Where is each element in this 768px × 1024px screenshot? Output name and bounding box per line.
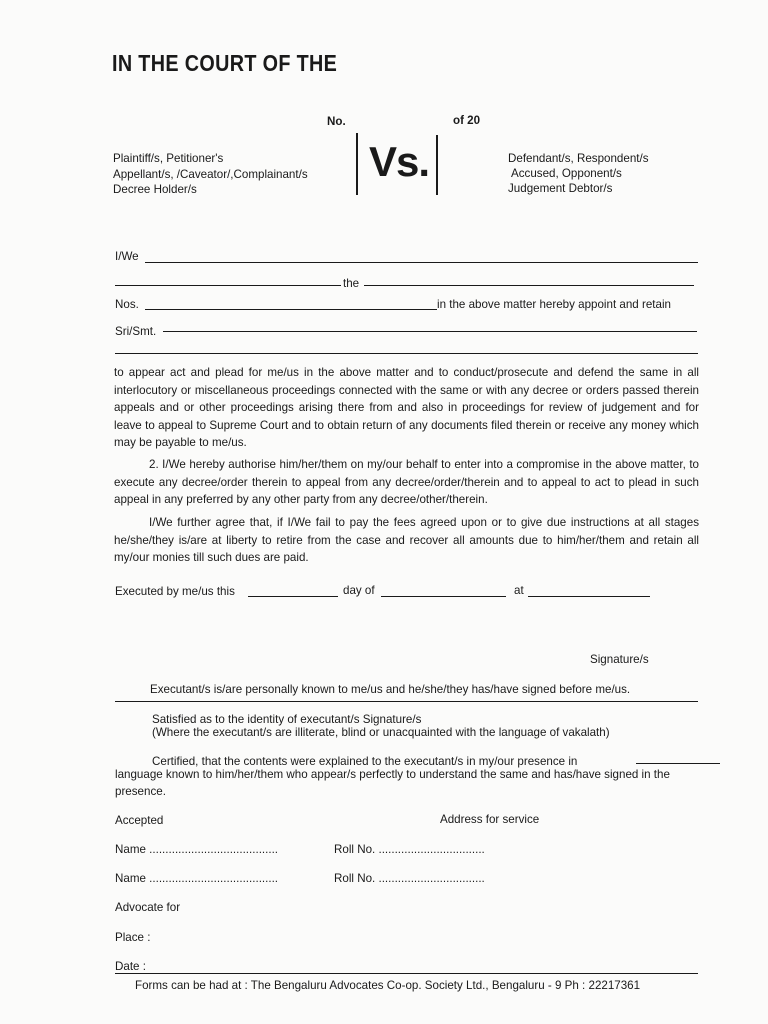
- sri-smt-label: Sri/Smt.: [115, 325, 157, 338]
- appoint-text: in the above matter hereby appoint and retain: [437, 298, 671, 311]
- name-row-1: [115, 843, 278, 856]
- date-label: Date :: [115, 960, 146, 973]
- iwe-field[interactable]: [145, 262, 698, 263]
- fees-paragraph: [114, 514, 699, 567]
- language-field[interactable]: [636, 763, 720, 764]
- roll-row-2: [334, 872, 485, 885]
- versus-mark: Vs.: [369, 138, 430, 185]
- satisfied-statement: Satisfied as to the identity of executant/s Signature/s: [152, 713, 422, 726]
- fees-text: I/We further agree that, if I/We fail to pay the fees agreed upon or to give due instructions at all stages he/she/they is/are at liberty to retire from the case and recover all amounts due to him/her/them and retain all my/our monies till such dues are paid.: [114, 516, 699, 565]
- compromise-text: 2. I/We hereby authorise him/her/them on my/our behalf to enter into a compromise in the above matter, to execute any decree/order therein to appeal from any decree/order/therein and to appeal to act to plead in such appeal in any preferred by any other party from any decree/other/therein.: [114, 458, 699, 507]
- name-label: Name: [115, 872, 146, 885]
- right-party-line: Judgement Debtor/s: [508, 182, 613, 195]
- certified-line-3: presence.: [115, 785, 166, 798]
- roll-field[interactable]: .................................: [378, 872, 485, 885]
- designation-field[interactable]: [364, 285, 694, 286]
- name-row-2: [115, 872, 278, 885]
- signatures-label: Signature/s: [590, 653, 649, 666]
- footer-text: Forms can be had at : The Bengaluru Advocates Co-op. Society Ltd., Bengaluru - 9 Ph : 22217361: [135, 979, 641, 992]
- executed-label: Executed by me/us this: [115, 585, 235, 598]
- case-year-label: of 20: [453, 114, 481, 127]
- right-party-line: Defendant/s, Respondent/s: [508, 152, 649, 165]
- iwe-label: I/We: [115, 250, 139, 263]
- at-label: at: [514, 584, 524, 597]
- accepted-label: Accepted: [115, 814, 164, 827]
- advocate-for-label: Advocate for: [115, 901, 181, 914]
- vs-divider-left: [356, 133, 358, 195]
- footer-divider: [115, 973, 698, 974]
- case-no-label: No.: [327, 115, 346, 128]
- vs-divider-right: [436, 135, 438, 195]
- name-field[interactable]: ........................................: [149, 843, 279, 856]
- advocate-name-field-2[interactable]: [115, 353, 698, 354]
- right-party-line: Accused, Opponent/s: [511, 167, 622, 180]
- authority-paragraph: to appear act and plead for me/us in the above matter and to conduct/prosecute and defend the same in all interlocutory or miscellaneous proceedings connected with the same or with any decree or orders passed therein appeals and or other proceedings arising there from and also in proceedings for review of judgement and for leave to appeal to Supreme Court and to obtain return of any documents filed therein or receive any money which may be payable to me/us.: [114, 366, 699, 450]
- name-label: Name: [115, 843, 146, 856]
- known-statement: Executant/s is/are personally known to me/us and he/she/they has/have signed before me/us.: [150, 683, 631, 696]
- roll-row-1: [334, 843, 485, 856]
- advocate-name-field[interactable]: [163, 331, 697, 332]
- address-for-service-label: Address for service: [440, 813, 540, 826]
- executed-day-field[interactable]: [248, 596, 338, 597]
- nos-field[interactable]: [145, 309, 437, 310]
- court-title: IN THE COURT OF THE: [112, 50, 338, 76]
- executed-month-field[interactable]: [381, 596, 506, 597]
- certified-line-1: Certified, that the contents were explained to the executant/s in my/our presence in: [152, 755, 578, 768]
- name-field[interactable]: ........................................: [149, 872, 279, 885]
- satisfied-note: (Where the executant/s are illiterate, blind or unacquainted with the language of vakalath): [152, 726, 610, 739]
- left-party-line: Plaintiff/s, Petitioner's: [113, 152, 224, 165]
- roll-field[interactable]: .................................: [378, 843, 485, 856]
- certified-line-2: language known to him/her/them who appear/s perfectly to understand the same and has/have signed in the: [115, 768, 670, 781]
- day-of-label: day of: [343, 584, 375, 597]
- left-party-line: Appellant/s, /Caveator/,Complainant/s: [113, 167, 308, 181]
- name-field[interactable]: [115, 285, 341, 286]
- compromise-paragraph: [114, 456, 699, 509]
- roll-label: Roll No.: [334, 843, 376, 856]
- right-parties: [508, 151, 649, 196]
- signature-divider: [115, 701, 698, 702]
- the-label: the: [343, 277, 360, 290]
- left-parties: [113, 151, 308, 198]
- place-label: Place :: [115, 931, 151, 944]
- left-party-line: Decree Holder/s: [113, 183, 197, 196]
- nos-label: Nos.: [115, 298, 139, 311]
- roll-label: Roll No.: [334, 872, 376, 885]
- executed-place-field[interactable]: [528, 596, 650, 597]
